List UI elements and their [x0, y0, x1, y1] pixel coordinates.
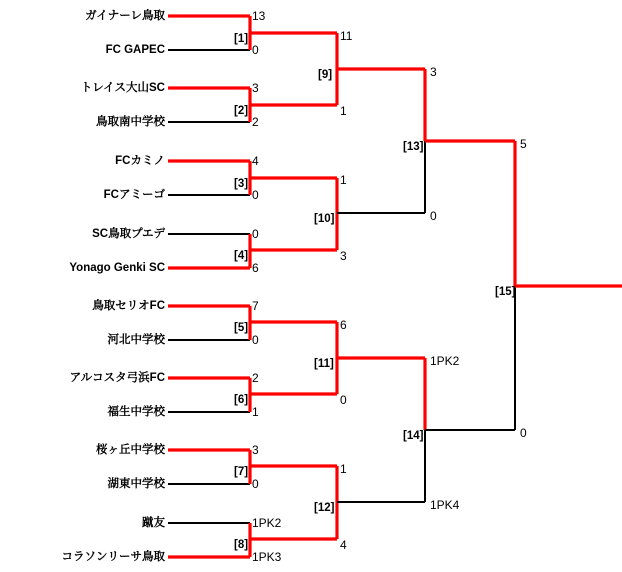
match-number: [11] — [314, 358, 334, 370]
round-score: 4 — [340, 538, 347, 552]
match-number: [7] — [234, 466, 249, 478]
team-score: 2 — [252, 371, 259, 385]
team-name: 鳥取セリオFC — [92, 300, 165, 312]
round-score: 3 — [430, 65, 437, 79]
team-score: 3 — [252, 443, 259, 457]
round-score: 5 — [520, 137, 527, 151]
match-number: [5] — [234, 322, 249, 334]
team-name: FC GAPEC — [105, 44, 165, 56]
match-number: [8] — [234, 539, 249, 551]
team-name: アルコスタ弓浜FC — [69, 372, 165, 384]
round-score: 1 — [340, 462, 347, 476]
match-number: [13] — [403, 141, 424, 153]
match-number: [15] — [495, 286, 516, 298]
team-score: 6 — [252, 261, 259, 275]
team-score: 0 — [252, 188, 259, 202]
team-score: 0 — [252, 227, 259, 241]
team-score: 4 — [252, 154, 259, 168]
match-number: [6] — [234, 394, 249, 406]
match-number: [10] — [314, 213, 335, 225]
team-name: FCアミーゴ — [103, 189, 165, 201]
team-name: 蹴友 — [142, 517, 165, 529]
round-score: 3 — [340, 249, 347, 263]
team-name: 鳥取南中学校 — [96, 116, 165, 128]
round-score: 0 — [520, 426, 527, 440]
team-score: 0 — [252, 43, 259, 57]
team-score: 0 — [252, 333, 259, 347]
match-number: [14] — [403, 430, 424, 442]
team-score: 2 — [252, 115, 259, 129]
team-score: 7 — [252, 299, 259, 313]
team-name: コラソンリーサ鳥取 — [61, 551, 165, 563]
team-score: 1PK3 — [252, 550, 282, 564]
team-name: 湖東中学校 — [107, 478, 165, 490]
team-name: FCカミノ — [115, 155, 165, 167]
round-score: 1 — [340, 173, 347, 187]
match-number: [12] — [314, 502, 335, 514]
round-score: 6 — [340, 318, 347, 332]
team-name: 福生中学校 — [107, 406, 165, 418]
round-score: 0 — [340, 393, 347, 407]
team-name: トレイス大山SC — [80, 82, 165, 94]
round-score: 1 — [340, 104, 347, 118]
team-name: 河北中学校 — [107, 334, 165, 346]
match-number: [9] — [318, 69, 333, 81]
team-score: 1PK2 — [252, 516, 282, 530]
team-score: 3 — [252, 81, 259, 95]
team-score: 0 — [252, 477, 259, 491]
round-score: 0 — [430, 209, 437, 223]
team-name: SC鳥取プエデ — [92, 228, 165, 240]
round-score: 11 — [340, 29, 353, 43]
round-score: 1PK2 — [430, 354, 460, 368]
match-number: [3] — [234, 178, 249, 190]
team-name: 桜ヶ丘中学校 — [96, 444, 165, 456]
match-number: [1] — [234, 33, 249, 45]
team-score: 13 — [252, 9, 266, 23]
round-score: 1PK4 — [430, 498, 460, 512]
team-name: Yonago Genki SC — [69, 262, 165, 274]
team-score: 1 — [252, 405, 259, 419]
match-number: [2] — [234, 105, 249, 117]
match-number: [4] — [234, 250, 249, 262]
team-name: ガイナーレ鳥取 — [85, 10, 165, 22]
